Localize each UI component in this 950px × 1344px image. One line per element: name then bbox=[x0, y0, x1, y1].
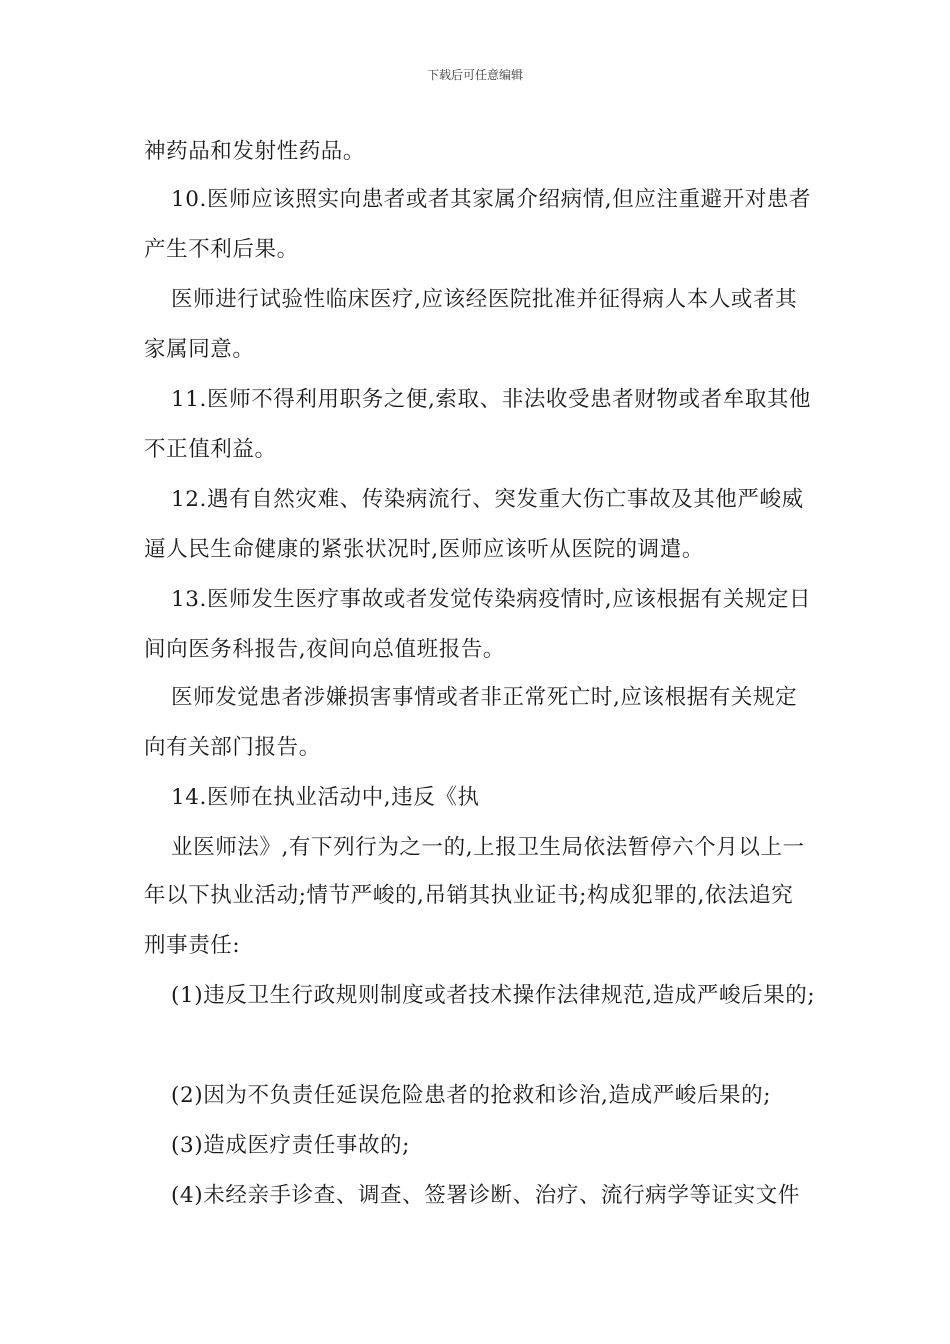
text-line: 年以下执业活动;情节严峻的,吊销其执业证书;构成犯罪的,依法追究 bbox=[144, 883, 794, 908]
text-line: (1)违反卫生行政规则制度或者技术操作法律规范,造成严峻后果的; bbox=[171, 983, 816, 1008]
text-line: 11.医师不得利用职务之便,索取、非法收受患者财物或者牟取其他 bbox=[171, 387, 812, 412]
text-line: 10.医师应该照实向患者或者其家属介绍病情,但应注重避开对患者 bbox=[171, 187, 812, 212]
text-line: 业医师法》,有下列行为之一的,上报卫生局依法暂停六个月以上一 bbox=[171, 835, 805, 860]
text-line: (3)造成医疗责任事故的; bbox=[171, 1133, 410, 1158]
text-line: (4)未经亲手诊查、调查、签署诊断、治疗、流行病学等证实文件 bbox=[171, 1183, 800, 1208]
text-line: 家属同意。 bbox=[144, 337, 255, 362]
header-note: 下载后可任意编辑 bbox=[426, 68, 523, 82]
text-line: (2)因为不负责任延误危险患者的抢救和诊治,造成严峻后果的; bbox=[171, 1083, 772, 1108]
text-line: 医师发觉患者涉嫌损害事情或者非正常死亡时,应该根据有关规定 bbox=[171, 685, 798, 710]
text-line: 不正值利益。 bbox=[144, 437, 277, 462]
text-line: 医师进行试验性临床医疗,应该经医院批准并征得病人本人或者其 bbox=[171, 287, 798, 312]
text-line: 产生不利后果。 bbox=[144, 237, 299, 262]
text-line: 刑事责任: bbox=[144, 933, 241, 958]
text-line: 13.医师发生医疗事故或者发觉传染病疫情时,应该根据有关规定日 bbox=[171, 587, 812, 612]
text-line: 间向医务科报告,夜间向总值班报告。 bbox=[144, 637, 506, 662]
text-line: 14.医师在执业活动中,违反《执 bbox=[171, 785, 480, 810]
text-line: 神药品和发射性药品。 bbox=[144, 139, 366, 164]
text-line: 向有关部门报告。 bbox=[144, 735, 321, 760]
text-line: 12.遇有自然灾难、传染病流行、突发重大伤亡事故及其他严峻威 bbox=[171, 487, 804, 512]
text-line: 逼人民生命健康的紧张状况时,医师应该听从医院的调遣。 bbox=[144, 537, 704, 562]
